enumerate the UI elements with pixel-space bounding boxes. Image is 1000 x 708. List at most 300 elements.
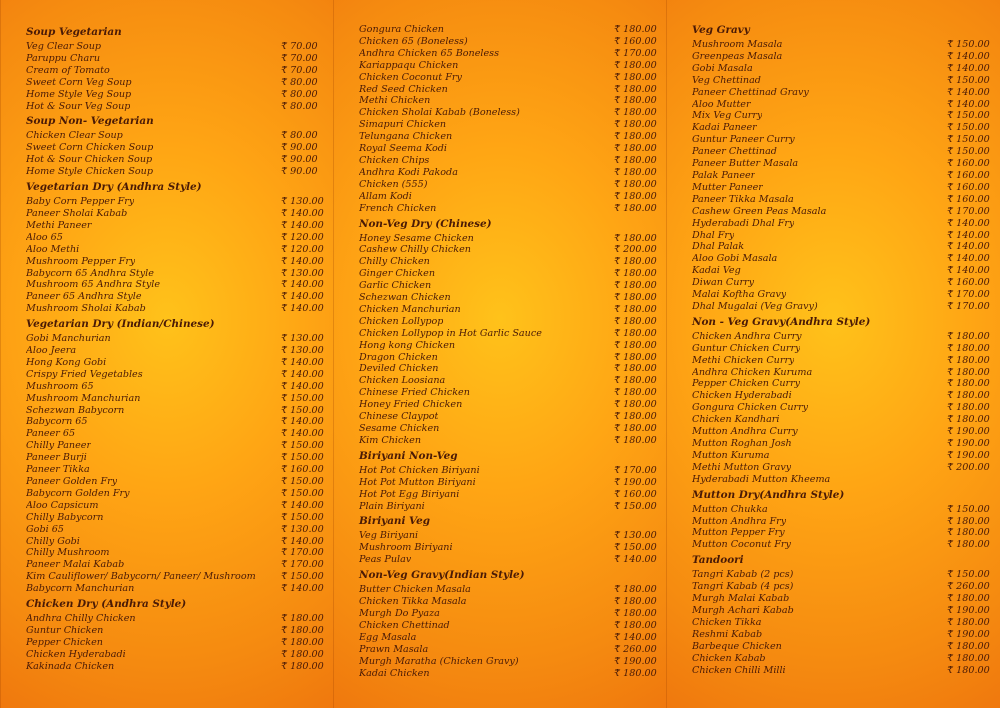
menu-item xyxy=(692,134,992,146)
item-price: ₹ 180.00 xyxy=(614,202,657,214)
item-price: ₹ 140.00 xyxy=(281,279,324,291)
item-name: Reshmi Kabab xyxy=(692,628,763,640)
menu-item xyxy=(692,527,992,539)
menu-item xyxy=(26,166,326,178)
menu-item xyxy=(26,452,326,464)
item-price: ₹ 190.00 xyxy=(947,426,990,438)
menu-item xyxy=(359,477,659,489)
menu-item xyxy=(692,462,992,474)
item-name: Babycorn 65 Andhra Style xyxy=(26,267,154,279)
item-price: ₹ 180.00 xyxy=(614,351,657,363)
menu-item xyxy=(692,63,992,75)
item-name: Chilly Gobi xyxy=(26,535,80,547)
menu-item xyxy=(359,119,659,131)
item-price: ₹ 130.00 xyxy=(614,530,657,542)
item-price: ₹ 190.00 xyxy=(947,604,990,616)
menu-section xyxy=(359,569,659,679)
menu-item xyxy=(26,130,326,142)
item-name: Hot Pot Chicken Biriyani xyxy=(359,464,480,476)
menu-item xyxy=(26,77,326,89)
item-price: ₹ 160.00 xyxy=(947,181,990,193)
item-price: ₹ 80.00 xyxy=(281,130,318,142)
section-title: Soup Vegetarian xyxy=(26,26,122,38)
menu-item xyxy=(692,355,992,367)
menu-item xyxy=(692,426,992,438)
item-price: ₹ 180.00 xyxy=(614,24,657,35)
menu-item xyxy=(692,641,992,653)
item-name: Pepper Chicken xyxy=(26,636,103,648)
item-price: ₹ 140.00 xyxy=(947,265,990,277)
menu-item xyxy=(359,131,659,143)
item-name: Gongura Chicken xyxy=(359,24,444,35)
item-name: Kadai Chicken xyxy=(359,667,430,679)
item-name: Chicken Coconut Fry xyxy=(359,71,462,83)
menu-item xyxy=(359,316,659,328)
menu-item xyxy=(692,593,992,605)
item-name: Gobi Manchurian xyxy=(26,333,111,345)
section-title: Mutton Dry(Andhra Style) xyxy=(692,488,845,501)
menu-item xyxy=(692,504,992,516)
item-name: Schezwan Babycorn xyxy=(26,404,125,416)
item-name: Andhra Kodi Pakoda xyxy=(359,166,458,178)
menu-item xyxy=(26,649,326,661)
item-name: Mix Veg Curry xyxy=(692,110,763,122)
item-name: Paneer Burji xyxy=(26,452,87,464)
item-name: Chicken Hyderabadi xyxy=(692,390,792,402)
menu-item xyxy=(359,584,659,596)
item-name: Mutton Chukka xyxy=(692,503,768,515)
item-price: ₹ 180.00 xyxy=(614,411,657,423)
item-price: ₹ 180.00 xyxy=(614,423,657,434)
item-price: ₹ 140.00 xyxy=(614,554,657,566)
item-price: ₹ 140.00 xyxy=(281,255,324,267)
item-name: Tangri Kabab (2 pcs) xyxy=(692,569,794,581)
menu-item xyxy=(359,387,659,399)
menu-item xyxy=(359,423,659,435)
menu-section xyxy=(692,554,992,676)
section-title: Vegetarian Dry (Andhra Style) xyxy=(26,181,202,194)
item-price: ₹ 150.00 xyxy=(281,511,324,523)
menu-item xyxy=(692,653,992,665)
item-price: ₹ 150.00 xyxy=(614,500,657,512)
item-name: Chicken Chilli Milli xyxy=(692,664,786,676)
item-price: ₹ 260.00 xyxy=(614,643,657,655)
item-price: ₹ 170.00 xyxy=(614,47,657,59)
item-price: ₹ 180.00 xyxy=(614,363,657,375)
item-price: ₹ 180.00 xyxy=(614,399,657,411)
item-price: ₹ 180.00 xyxy=(281,613,324,625)
menu-item xyxy=(692,438,992,450)
menu-item xyxy=(692,367,992,379)
item-price xyxy=(947,474,992,486)
item-name: Hong kong Chicken xyxy=(359,339,456,351)
menu-item xyxy=(692,581,992,593)
item-price: ₹ 150.00 xyxy=(947,74,990,86)
item-price: ₹ 180.00 xyxy=(947,354,990,366)
item-price: ₹ 180.00 xyxy=(614,154,657,166)
item-price: ₹ 180.00 xyxy=(614,584,657,596)
item-name: Paneer Tikka xyxy=(26,464,90,476)
item-price: ₹ 180.00 xyxy=(281,624,324,636)
item-price: ₹ 140.00 xyxy=(947,98,990,110)
item-price: ₹ 180.00 xyxy=(947,414,990,426)
menu-item xyxy=(692,241,992,253)
item-price: ₹ 140.00 xyxy=(281,535,324,547)
item-name: Paneer Butter Masala xyxy=(692,158,799,170)
menu-item xyxy=(26,393,326,405)
item-price: ₹ 140.00 xyxy=(947,253,990,265)
menu-item xyxy=(26,268,326,280)
item-price: ₹ 140.00 xyxy=(947,50,990,62)
menu-item xyxy=(359,489,659,501)
item-price: ₹ 140.00 xyxy=(281,380,324,392)
item-name: Schezwan Chicken xyxy=(359,292,451,304)
menu-item xyxy=(359,596,659,608)
item-name: Crispy Fried Vegetables xyxy=(26,368,143,380)
item-name: Babycorn 65 xyxy=(26,416,88,428)
item-name: Chicken Kandhari xyxy=(692,414,780,426)
menu-item xyxy=(26,524,326,536)
item-price: ₹ 180.00 xyxy=(614,596,657,608)
item-price: ₹ 150.00 xyxy=(281,452,324,464)
item-name: Dhal Mugalai (Veg Gravy) xyxy=(692,300,818,312)
menu-item xyxy=(692,301,992,313)
item-price: ₹ 180.00 xyxy=(614,232,657,244)
menu-item xyxy=(692,605,992,617)
item-name: Chicken Andhra Curry xyxy=(692,330,802,342)
item-name: Hyderabadi Mutton Kheema xyxy=(692,473,831,485)
item-price: ₹ 160.00 xyxy=(947,277,990,289)
item-name: Prawn Masala xyxy=(359,643,429,655)
item-price: ₹ 180.00 xyxy=(614,95,657,107)
item-name: Hot Pot Mutton Biriyani xyxy=(359,476,476,488)
menu-item xyxy=(359,608,659,620)
item-name: Chicken Manchurian xyxy=(359,303,461,315)
menu-item xyxy=(26,488,326,500)
menu-item xyxy=(359,435,659,447)
item-price: ₹ 180.00 xyxy=(947,390,990,402)
menu-item xyxy=(26,357,326,369)
menu-item xyxy=(26,547,326,559)
menu-item xyxy=(359,84,659,96)
item-name: Butter Chicken Masala xyxy=(359,584,471,596)
item-price: ₹ 140.00 xyxy=(947,62,990,74)
item-price: ₹ 170.00 xyxy=(947,205,990,217)
item-name: Methi Chicken Curry xyxy=(692,354,795,366)
menu-item xyxy=(359,292,659,304)
item-price: ₹ 180.00 xyxy=(614,190,657,202)
section-title: Non-Veg Dry (Chinese) xyxy=(359,217,492,230)
menu-item xyxy=(359,256,659,268)
item-price: ₹ 140.00 xyxy=(281,499,324,511)
menu-item xyxy=(359,179,659,191)
item-price: ₹ 80.00 xyxy=(281,76,318,88)
item-price: ₹ 160.00 xyxy=(947,169,990,181)
menu-item xyxy=(359,644,659,656)
item-price: ₹ 80.00 xyxy=(281,88,318,100)
item-name: Mutton Andhra Curry xyxy=(692,426,798,438)
item-price: ₹ 130.00 xyxy=(281,196,324,208)
item-name: Deviled Chicken xyxy=(359,363,439,375)
menu-item xyxy=(26,416,326,428)
menu-item xyxy=(359,668,659,680)
section-title: Biriyani Non-Veg xyxy=(359,449,458,462)
menu-item xyxy=(692,39,992,51)
item-name: Veg Clear Soup xyxy=(26,41,102,52)
menu-item xyxy=(692,277,992,289)
item-name: Chicken Lollypop xyxy=(359,315,444,327)
menu-item xyxy=(692,343,992,355)
menu-item xyxy=(692,390,992,402)
item-name: Chilly Chicken xyxy=(359,256,430,268)
item-name: Chicken Tikka Masala xyxy=(359,596,467,608)
item-price: ₹ 160.00 xyxy=(947,193,990,205)
item-name: Paneer Chettinad xyxy=(692,146,777,158)
item-name: Mushroom Masala xyxy=(692,39,783,50)
item-price: ₹ 170.00 xyxy=(281,559,324,571)
item-name: Honey Fried Chicken xyxy=(359,399,463,411)
item-name: Paneer Golden Fry xyxy=(26,476,118,487)
item-price: ₹ 150.00 xyxy=(281,487,324,499)
item-price: ₹ 190.00 xyxy=(614,476,657,488)
menu-item xyxy=(359,352,659,364)
menu-item xyxy=(692,414,992,426)
menu-item xyxy=(359,501,659,513)
item-price: ₹ 180.00 xyxy=(281,636,324,648)
item-price: ₹ 130.00 xyxy=(281,345,324,357)
item-price: ₹ 90.00 xyxy=(281,142,318,154)
menu-item xyxy=(359,554,659,566)
item-name: Mutton Roghan Josh xyxy=(692,438,792,449)
item-name: Peas Pulav xyxy=(359,554,412,566)
menu-item xyxy=(26,65,326,77)
item-price: ₹ 150.00 xyxy=(947,134,990,146)
item-price: ₹ 140.00 xyxy=(281,356,324,368)
item-price: ₹ 150.00 xyxy=(281,440,324,452)
item-name: Garlic Chicken xyxy=(359,280,432,292)
menu-item xyxy=(359,375,659,387)
menu-item xyxy=(692,87,992,99)
menu-column-3 xyxy=(692,0,992,708)
item-price: ₹ 180.00 xyxy=(281,648,324,660)
menu-item xyxy=(26,142,326,154)
section-title: Chicken Dry (Andhra Style) xyxy=(26,598,187,611)
item-name: Andhra Chilly Chicken xyxy=(26,613,136,625)
section-title: Soup Non- Vegetarian xyxy=(26,115,154,128)
menu-item xyxy=(692,194,992,206)
item-price: ₹ 150.00 xyxy=(947,569,990,581)
menu-item xyxy=(359,268,659,280)
item-price: ₹ 150.00 xyxy=(281,404,324,416)
item-name: Mushroom Pepper Fry xyxy=(26,255,136,267)
menu-item xyxy=(26,89,326,101)
item-price: ₹ 150.00 xyxy=(281,392,324,404)
item-price: ₹ 140.00 xyxy=(947,86,990,98)
menu-item xyxy=(692,402,992,414)
menu-item xyxy=(692,230,992,242)
item-price: ₹ 180.00 xyxy=(947,378,990,390)
item-name: Babycorn Manchurian xyxy=(26,583,135,595)
item-price: ₹ 170.00 xyxy=(281,547,324,559)
item-price: ₹ 70.00 xyxy=(281,52,318,64)
item-price: ₹ 150.00 xyxy=(947,503,990,515)
menu-section xyxy=(26,598,326,673)
item-price: ₹ 200.00 xyxy=(614,244,657,256)
item-name: Chicken Chettinad xyxy=(359,619,450,631)
menu-item xyxy=(692,665,992,677)
item-price: ₹ 140.00 xyxy=(947,229,990,241)
menu-item xyxy=(26,625,326,637)
menu-item xyxy=(359,280,659,292)
item-name: Aloo Jeera xyxy=(26,345,77,357)
menu-section xyxy=(359,515,659,566)
menu-item xyxy=(26,476,326,488)
item-name: Mutton Coconut Fry xyxy=(692,539,791,551)
menu-item xyxy=(26,333,326,345)
item-name: Mushroom 65 xyxy=(26,380,94,392)
item-price: ₹ 190.00 xyxy=(947,628,990,640)
item-price: ₹ 140.00 xyxy=(281,416,324,428)
item-price: ₹ 180.00 xyxy=(947,652,990,664)
item-price: ₹ 180.00 xyxy=(614,619,657,631)
menu-column-2 xyxy=(359,0,659,708)
menu-item xyxy=(26,256,326,268)
item-name: Baby Corn Pepper Fry xyxy=(26,196,135,208)
section-title: Non - Veg Gravy(Andhra Style) xyxy=(692,315,871,328)
item-price: ₹ 180.00 xyxy=(614,143,657,155)
item-price: ₹ 170.00 xyxy=(614,464,657,476)
menu-item xyxy=(359,399,659,411)
item-price: ₹ 150.00 xyxy=(947,39,990,50)
item-price: ₹ 180.00 xyxy=(614,83,657,95)
section-title: Veg Gravy xyxy=(692,24,750,36)
menu-item xyxy=(359,72,659,84)
item-name: Chicken Loosiana xyxy=(359,375,446,387)
item-name: Murgh Maratha (Chicken Gravy) xyxy=(359,655,519,667)
menu-item xyxy=(692,516,992,528)
item-price: ₹ 120.00 xyxy=(281,231,324,243)
menu-item xyxy=(26,208,326,220)
menu-item xyxy=(359,542,659,554)
menu-item xyxy=(26,101,326,113)
item-name: Kim Cauliflower/ Babycorn/ Paneer/ Mushroom xyxy=(26,571,256,583)
item-name: Kim Chicken xyxy=(359,434,422,446)
menu-item xyxy=(26,41,326,53)
item-name: Aloo Capsicum xyxy=(26,499,99,511)
item-name: Paneer Sholai Kabab xyxy=(26,207,128,219)
menu-item xyxy=(359,36,659,48)
item-name: Home Style Chicken Soup xyxy=(26,166,153,178)
menu-item xyxy=(692,51,992,63)
item-name: Gobi Masala xyxy=(692,62,753,74)
item-price: ₹ 190.00 xyxy=(947,438,990,449)
menu-item xyxy=(692,378,992,390)
menu-section xyxy=(359,450,659,513)
item-name: Egg Masala xyxy=(359,631,417,643)
menu-item xyxy=(359,620,659,632)
item-price: ₹ 150.00 xyxy=(947,110,990,122)
item-price: ₹ 180.00 xyxy=(614,178,657,190)
item-name: Simapuri Chicken xyxy=(359,119,447,131)
item-price: ₹ 180.00 xyxy=(947,515,990,527)
item-price: ₹ 180.00 xyxy=(614,292,657,304)
item-name: Hot Pot Egg Biriyani xyxy=(359,488,460,500)
item-price: ₹ 180.00 xyxy=(614,280,657,292)
item-price: ₹ 160.00 xyxy=(614,35,657,47)
menu-item xyxy=(26,440,326,452)
menu-item xyxy=(359,95,659,107)
item-price: ₹ 180.00 xyxy=(614,327,657,339)
item-price: ₹ 150.00 xyxy=(947,122,990,134)
item-price: ₹ 130.00 xyxy=(281,333,324,345)
item-name: Greenpeas Masala xyxy=(692,50,783,62)
item-name: Ginger Chicken xyxy=(359,268,435,280)
menu-item xyxy=(26,232,326,244)
item-name: Mutton Kuruma xyxy=(692,449,770,461)
menu-item xyxy=(26,244,326,256)
item-name: Sesame Chicken xyxy=(359,423,440,434)
item-name: Red Seed Chicken xyxy=(359,83,448,95)
item-name: Cashew Green Peas Masala xyxy=(692,205,827,217)
item-name: Kariappaqu Chicken xyxy=(359,59,459,71)
item-price: ₹ 130.00 xyxy=(281,523,324,535)
item-price: ₹ 180.00 xyxy=(614,667,657,679)
item-name: Chicken Sholai Kabab (Boneless) xyxy=(359,107,520,119)
menu-item xyxy=(26,291,326,303)
item-name: Mushroom 65 Andhra Style xyxy=(26,279,161,291)
item-name: Kadai Paneer xyxy=(692,122,757,134)
item-price: ₹ 170.00 xyxy=(947,300,990,312)
item-name: Hyderabadi Dhal Fry xyxy=(692,217,795,229)
menu-item xyxy=(359,107,659,119)
item-price: ₹ 180.00 xyxy=(614,256,657,268)
item-name: Hong Kong Gobi xyxy=(26,356,107,368)
item-price: ₹ 180.00 xyxy=(947,342,990,354)
menu-item xyxy=(26,196,326,208)
item-name: Aloo Gobi Masala xyxy=(692,253,778,265)
item-name: Methi Mutton Gravy xyxy=(692,461,792,473)
item-name: Chicken Hyderabadi xyxy=(26,648,126,660)
item-name: Mushroom Sholai Kabab xyxy=(26,303,146,315)
menu-item xyxy=(359,304,659,316)
item-price: ₹ 180.00 xyxy=(614,268,657,280)
item-price: ₹ 180.00 xyxy=(947,593,990,605)
item-name: French Chicken xyxy=(359,202,437,214)
menu-item xyxy=(359,48,659,60)
item-name: Diwan Curry xyxy=(692,277,755,289)
section-title: Vegetarian Dry (Indian/Chinese) xyxy=(26,318,215,331)
item-name: Pepper Chicken Curry xyxy=(692,378,801,390)
menu-item xyxy=(26,369,326,381)
item-name: Murgh Achari Kabab xyxy=(692,604,794,616)
item-name: Guntur Chicken Curry xyxy=(692,342,801,354)
menu-item xyxy=(692,182,992,194)
menu-item xyxy=(692,539,992,551)
menu-item xyxy=(692,99,992,111)
item-price: ₹ 180.00 xyxy=(947,366,990,378)
menu-item xyxy=(359,167,659,179)
menu-item xyxy=(26,220,326,232)
item-name: Methi Chicken xyxy=(359,95,431,107)
item-name: Kakinada Chicken xyxy=(26,660,115,672)
menu-item xyxy=(26,428,326,440)
item-name: Dragon Chicken xyxy=(359,351,438,363)
item-name: Plain Biriyani xyxy=(359,500,425,512)
menu-item xyxy=(26,53,326,65)
item-price: ₹ 140.00 xyxy=(281,291,324,303)
menu-section xyxy=(26,181,326,315)
menu-item xyxy=(359,244,659,256)
